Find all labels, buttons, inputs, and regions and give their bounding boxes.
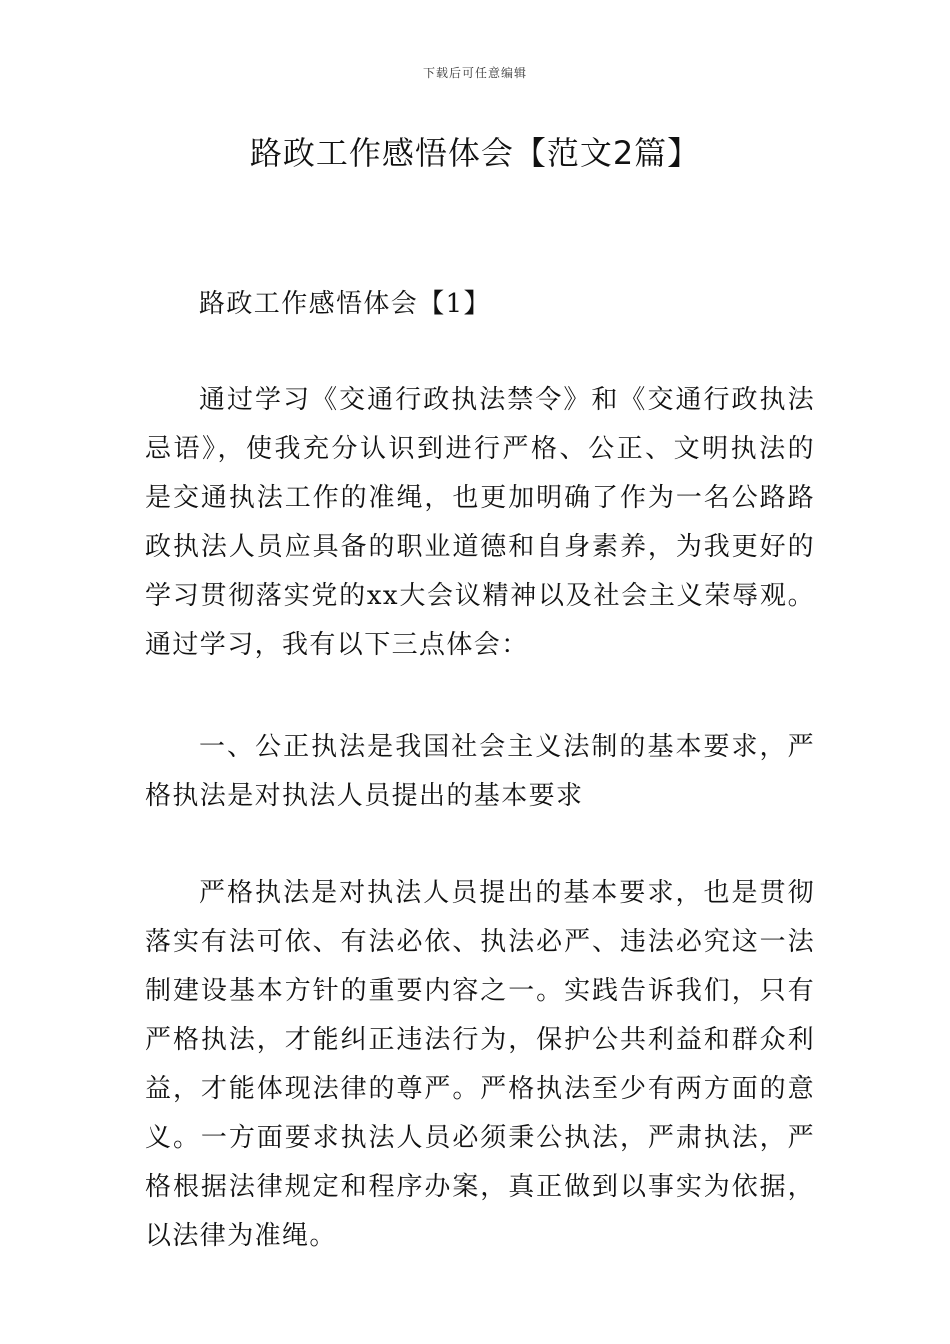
header-note: 下载后可任意编辑 <box>422 66 527 80</box>
section-heading: 路政工作感悟体会【1】 <box>199 289 491 319</box>
document-title: 路政工作感悟体会【范文2篇】 <box>249 134 701 172</box>
paragraph-point-one-heading: 一、公正执法是我国社会主义法制的基本要求，严格执法是对执法人员提出的基本要求 <box>145 732 815 811</box>
paragraph-strict-enforcement: 严格执法是对执法人员提出的基本要求，也是贯彻落实有法可依、有法必依、执法必严、违法必究这一法制建设基本方针的重要内容之一。实践告诉我们，只有严格执法，才能纠正违法行为，保护公共利益和群众利益，才能体现法律的尊严。严格执法至少有两方面的意义。一方面要求执法人员必须秉公执法，严肃执法，严格根据法律规定和程序办案，真正做到以事实为依据，以法律为准绳。 <box>145 878 815 1251</box>
paragraph-intro: 通过学习《交通行政执法禁令》和《交通行政执法忌语》，使我充分认识到进行严格、公正、文明执法的是交通执法工作的准绳，也更加明确了作为一名公路路政执法人员应具备的职业道德和自身素养，为我更好的学习贯彻落实党的xx大会议精神以及社会主义荣辱观。通过学习，我有以下三点体会： <box>145 385 815 660</box>
